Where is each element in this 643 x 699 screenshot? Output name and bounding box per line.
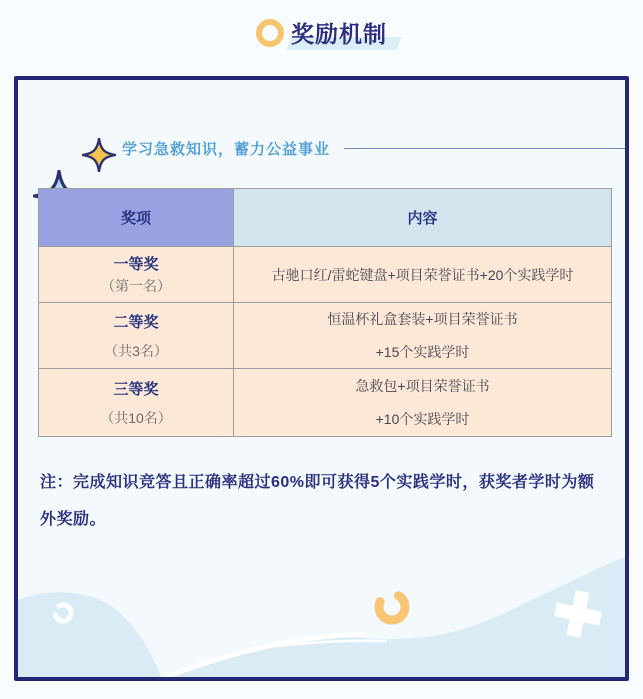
content-column-header: 内容 xyxy=(234,189,612,247)
prize-content-line: 古驰口红/雷蛇键盘+项目荣誉证书+20个实践学时 xyxy=(271,266,574,283)
subtitle-row xyxy=(122,138,625,159)
page-title: 奖励机制 xyxy=(291,21,387,47)
wave-decoration xyxy=(18,537,625,677)
wave-left xyxy=(18,592,161,677)
table-row-first-prize xyxy=(39,247,612,303)
subtitle-line xyxy=(344,148,625,149)
prize-content-line: 恒温杯礼盒套装+项目荣誉证书 xyxy=(327,311,518,327)
prize-quota: （共3名） xyxy=(104,342,168,359)
prize-content-line: +15个实践学时 xyxy=(375,344,470,360)
table-row-third-prize xyxy=(39,369,612,437)
crescent-moon-icon xyxy=(379,594,405,620)
prize-quota: （第一名） xyxy=(101,278,171,294)
prize-name: 三等奖 xyxy=(113,380,159,398)
orange-ring-icon xyxy=(256,19,284,47)
prize-table xyxy=(38,188,612,437)
page-title-wrap xyxy=(291,16,387,49)
prize-content-line: 急救包+项目荣誉证书 xyxy=(355,378,490,394)
subtitle: 学习急救知识，蓄力公益事业 xyxy=(122,141,331,158)
prize-name: 二等奖 xyxy=(113,313,159,331)
prize-quota: （共10名） xyxy=(100,409,172,426)
prize-content-line: +10个实践学时 xyxy=(375,411,470,427)
yellow-sparkle-icon xyxy=(82,138,116,172)
note-text: 注：完成知识竞答且正确率超过60%即可获得5个实践学时，获奖者学时为额外奖励。 xyxy=(40,474,595,528)
table-row-second-prize xyxy=(39,303,612,369)
prize-column-header: 奖项 xyxy=(39,189,234,247)
reward-card xyxy=(14,76,629,681)
title-bar xyxy=(0,16,643,49)
prize-name: 一等奖 xyxy=(113,256,159,273)
table-header-row xyxy=(39,189,612,247)
